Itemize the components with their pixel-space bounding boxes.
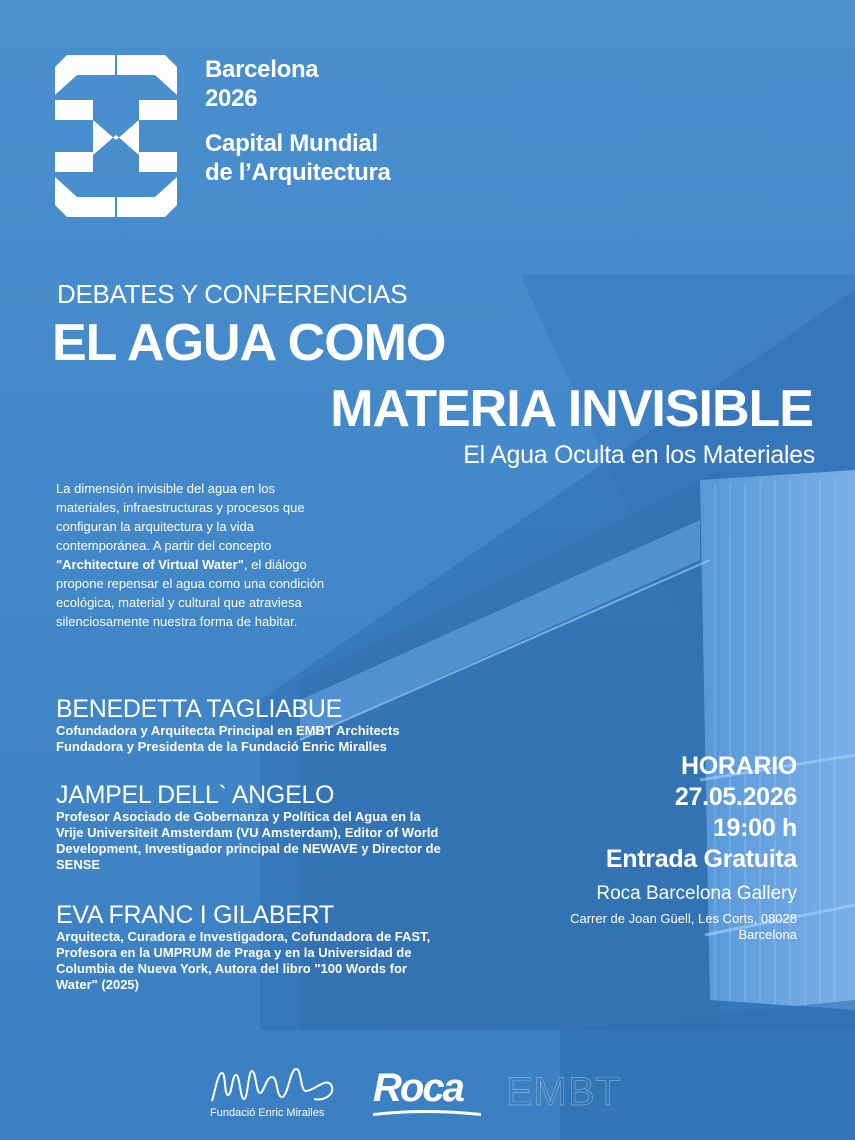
- schedule-time: 19:00 h: [712, 814, 797, 842]
- brand-capital-line2: de l’Arquitectura: [205, 159, 391, 186]
- speaker-name: JAMPEL DELL` ANGELO: [56, 781, 335, 809]
- intro-text-after: , el diálogo propone repensar el agua como una condición ecológica, material y cultural que atraviesa silenciosamente nuestra forma de habitar.: [56, 557, 325, 629]
- event-title-line1: EL AGUA COMO: [52, 314, 446, 372]
- schedule-label: HORARIO: [681, 752, 797, 780]
- event-subtitle: El Agua Oculta en los Materiales: [463, 441, 815, 469]
- schedule-date: 27.05.2026: [674, 783, 797, 811]
- event-kicker: DEBATES Y CONFERENCIAS: [57, 279, 408, 309]
- schedule-entry: Entrada Gratuita: [605, 845, 797, 873]
- barcelona-2026-logo-mark: [55, 55, 177, 217]
- venue-name: Roca Barcelona Gallery: [596, 883, 797, 904]
- fundacio-label: Fundació Enric Miralles: [210, 1107, 325, 1119]
- speaker-name: EVA FRANC I GILABERT: [56, 901, 334, 929]
- schedule-block: [570, 751, 797, 943]
- intro-text-before: La dimensión invisible del agua en los materiales, infraestructuras y procesos que configuran la arquitectura y la vida contemporánea. A partir del concepto: [56, 481, 305, 553]
- speaker-bio: Arquitecta, Curadora e Investigadora, Cofundadora de FAST, Profesora en la UMPRUM de Praga y en la Universidad de Columbia de Nueva York, Autora del libro "100 Words for Water" (2025): [56, 929, 431, 992]
- venue-address: [570, 911, 797, 943]
- speaker-name: BENEDETTA TAGLIABUE: [56, 695, 343, 723]
- fundacio-signature-icon: [210, 1065, 336, 1105]
- fundacio-enric-miralles-logo: [210, 1065, 340, 1119]
- brand-year: 2026: [205, 85, 258, 112]
- brand-city: Barcelona: [205, 56, 319, 83]
- venue-address-line2: Barcelona: [738, 927, 797, 942]
- embt-logo: EMBT: [506, 1070, 622, 1114]
- roca-logo: Roca: [373, 1066, 463, 1110]
- intro-highlight: "Architecture of Virtual Water": [56, 557, 244, 572]
- speaker-bio: Cofundadora y Arquitecta Principal en EMBT Architects Fundadora y Presidenta de la Fundació Enric Miralles: [56, 723, 400, 754]
- speaker-2: [56, 781, 496, 873]
- brand-capital-line1: Capital Mundial: [205, 130, 378, 157]
- roca-logo-underline: [373, 1109, 481, 1116]
- event-title-line2: MATERIA INVISIBLE: [330, 380, 813, 438]
- speaker-3: [56, 901, 496, 993]
- venue-address-line1: Carrer de Joan Güell, Les Corts, 08028: [570, 911, 797, 926]
- speaker-1: [56, 695, 496, 755]
- speaker-bio: Profesor Asociado de Gobernanza y Política del Agua en la Vrije Universiteit Amsterdam (VU Amsterdam), Editor of World Development, Investigador principal de NEWAVE y Director de SENSE: [56, 809, 441, 872]
- intro-paragraph: [56, 479, 326, 631]
- brand-block: [205, 55, 391, 187]
